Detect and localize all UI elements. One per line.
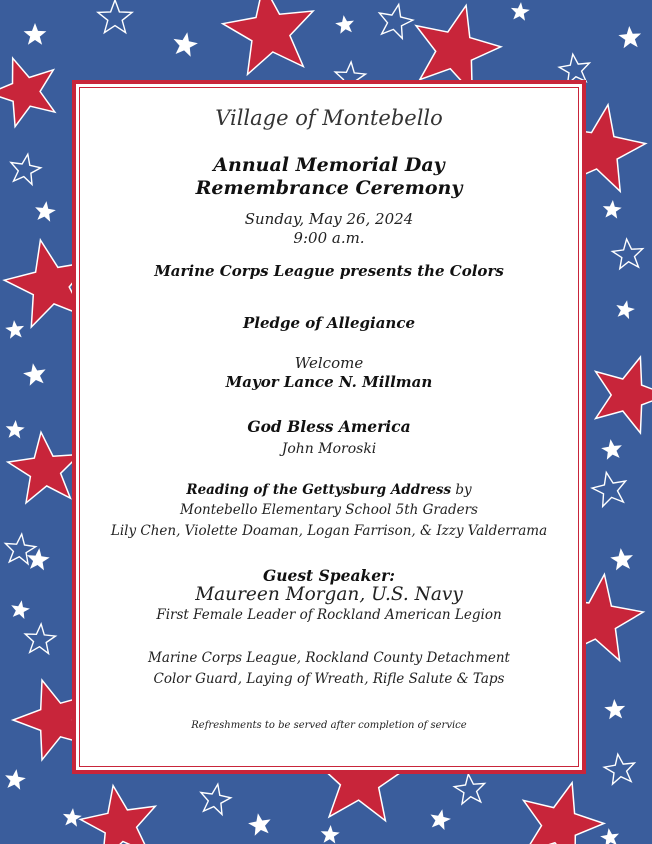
guest-speaker-title: First Female Leader of Rockland American Legion bbox=[156, 607, 502, 623]
outline-star-icon bbox=[454, 774, 484, 804]
white-star-icon bbox=[618, 26, 641, 48]
red-star-icon bbox=[223, 0, 313, 74]
guest-speaker-name: Maureen Morgan, U.S. Navy bbox=[195, 584, 463, 605]
white-star-icon bbox=[601, 439, 622, 460]
white-star-icon bbox=[511, 2, 530, 21]
outline-star-icon bbox=[201, 784, 231, 814]
song-performer: John Moroski bbox=[281, 441, 377, 457]
white-star-icon bbox=[616, 300, 635, 319]
white-star-icon bbox=[5, 320, 24, 339]
program-content bbox=[76, 84, 582, 770]
guest-speaker-label: Guest Speaker: bbox=[262, 566, 396, 585]
white-star-icon bbox=[27, 548, 50, 570]
white-star-icon bbox=[5, 769, 26, 790]
outline-star-icon bbox=[592, 472, 626, 506]
outline-star-icon bbox=[25, 624, 55, 654]
white-star-icon bbox=[11, 600, 30, 619]
white-star-icon bbox=[174, 32, 198, 57]
white-star-icon bbox=[603, 200, 622, 219]
pledge-of-allegiance: Pledge of Allegiance bbox=[242, 314, 415, 332]
red-star-icon bbox=[0, 58, 55, 126]
white-star-icon bbox=[35, 201, 56, 222]
white-star-icon bbox=[248, 813, 271, 836]
outline-star-icon bbox=[5, 534, 35, 564]
white-star-icon bbox=[6, 420, 25, 439]
panel-inner bbox=[76, 84, 582, 770]
white-star-icon bbox=[335, 15, 354, 34]
outline-star-icon bbox=[612, 239, 642, 269]
welcome-label: Welcome bbox=[294, 354, 364, 372]
title-line-1: Annual Memorial Day bbox=[213, 154, 445, 176]
white-star-icon bbox=[600, 828, 619, 844]
outline-star-icon bbox=[11, 154, 41, 184]
colors-presentation: Marine Corps League presents the Colors bbox=[154, 262, 504, 280]
outline-star-icon bbox=[379, 4, 413, 38]
detachment-line-1: Marine Corps League, Rockland County Detachment bbox=[148, 650, 510, 666]
white-star-icon bbox=[604, 699, 625, 719]
reading-title: Reading of the Gettysburg Address bbox=[186, 482, 452, 498]
white-star-icon bbox=[431, 809, 451, 830]
event-date: Sunday, May 26, 2024 bbox=[244, 210, 414, 228]
white-star-icon bbox=[321, 825, 340, 844]
outline-star-icon bbox=[604, 754, 634, 784]
reading-students: Lily Chen, Violette Doaman, Logan Farrison, & Izzy Valderrama bbox=[110, 523, 548, 539]
white-star-icon bbox=[610, 548, 633, 570]
detachment-line-2: Color Guard, Laying of Wreath, Rifle Salute & Taps bbox=[153, 671, 505, 687]
red-star-icon bbox=[596, 357, 652, 433]
event-time: 9:00 a.m. bbox=[293, 229, 365, 247]
white-star-icon bbox=[63, 808, 82, 827]
title-line-2: Remembrance Ceremony bbox=[195, 177, 463, 199]
white-star-icon bbox=[24, 23, 47, 45]
program-panel bbox=[72, 80, 586, 774]
reading-school: Montebello Elementary School 5th Graders bbox=[180, 502, 478, 518]
outline-star-icon bbox=[98, 0, 132, 33]
welcome-speaker: Mayor Lance N. Millman bbox=[225, 373, 433, 391]
red-star-icon bbox=[524, 783, 605, 844]
village-name: Village of Montebello bbox=[215, 106, 443, 130]
refreshments-note: Refreshments to be served after completion of service bbox=[191, 720, 467, 731]
red-star-icon bbox=[8, 432, 80, 503]
song-title: God Bless America bbox=[247, 417, 411, 436]
white-star-icon bbox=[23, 363, 45, 386]
reading-by: by bbox=[455, 482, 472, 498]
red-star-icon bbox=[80, 786, 155, 844]
reading-line bbox=[76, 482, 582, 498]
